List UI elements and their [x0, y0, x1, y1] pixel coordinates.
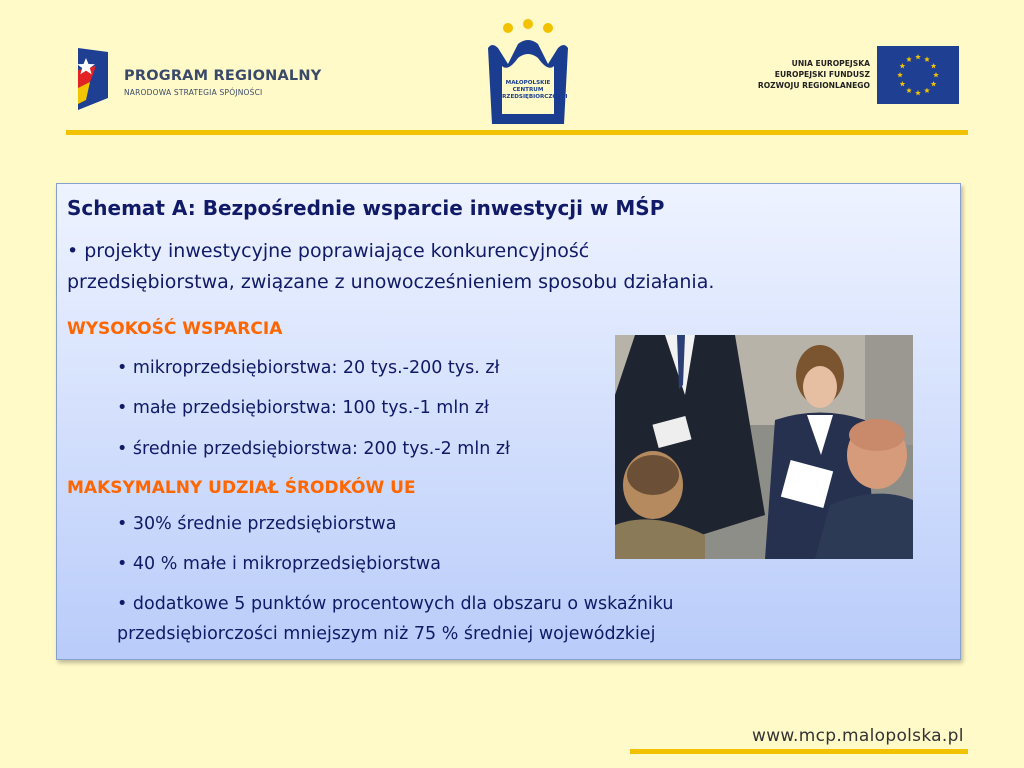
eu-logo-line: EUROPEJSKI FUNDUSZ — [774, 70, 870, 79]
header-divider — [66, 130, 968, 135]
eu-share-item: • 40 % małe i mikroprzedsiębiorstwa — [117, 554, 441, 574]
mcp-logo — [478, 18, 578, 130]
footer-url[interactable]: www.mcp.malopolska.pl — [752, 726, 964, 746]
mcp-crown-icon — [478, 18, 578, 130]
eu-logo — [748, 44, 960, 108]
slide-title: Schemat A: Bezpośrednie wsparcie inwestycji w MŚP — [67, 196, 665, 220]
footer-divider — [630, 749, 968, 754]
eu-share-item: przedsiębiorczości mniejszym niż 75 % średniej wojewódzkiej — [117, 624, 656, 644]
support-heading: WYSOKOŚĆ WSPARCIA — [67, 319, 283, 339]
program-regionalny-title: PROGRAM REGIONALNY — [124, 68, 322, 84]
program-regionalny-logo — [72, 46, 322, 116]
mcp-logo-line: CENTRUM — [512, 87, 544, 93]
program-regionalny-flag-icon — [72, 48, 112, 110]
eu-flag-icon — [877, 46, 959, 104]
eu-share-item: • 30% średnie przedsiębiorstwa — [117, 514, 397, 534]
support-item: • małe przedsiębiorstwa: 100 tys.-1 mln zł — [117, 398, 490, 418]
eu-share-heading: MAKSYMALNY UDZIAŁ ŚRODKÓW UE — [67, 478, 416, 498]
intro-line: • projekty inwestycyjne poprawiające konkurencyjność — [67, 240, 590, 262]
eu-logo-line: ROZWOJU REGIONLANEGO — [757, 81, 870, 90]
mcp-logo-line: MAŁOPOLSKIE — [505, 80, 551, 86]
intro-line: przedsiębiorstwa, związane z unowocześnieniem sposobu działania. — [67, 271, 715, 293]
support-item: • mikroprzedsiębiorstwa: 20 tys.-200 tys. zł — [117, 358, 500, 378]
business-people-photo — [615, 335, 913, 559]
support-item: • średnie przedsiębiorstwa: 200 tys.-2 mln zł — [117, 439, 511, 459]
content-panel — [56, 183, 961, 660]
eu-logo-text — [758, 58, 870, 91]
mcp-logo-text — [498, 80, 568, 101]
intro-text — [67, 236, 714, 298]
program-regionalny-subtitle: NARODOWA STRATEGIA SPÓJNOŚCI — [124, 88, 263, 97]
mcp-logo-line: PRZEDSIĘBIORCZOŚCI — [498, 94, 568, 100]
eu-share-item: • dodatkowe 5 punktów procentowych dla obszaru o wskaźniku — [117, 594, 674, 614]
eu-logo-line: UNIA EUROPEJSKA — [791, 59, 870, 68]
